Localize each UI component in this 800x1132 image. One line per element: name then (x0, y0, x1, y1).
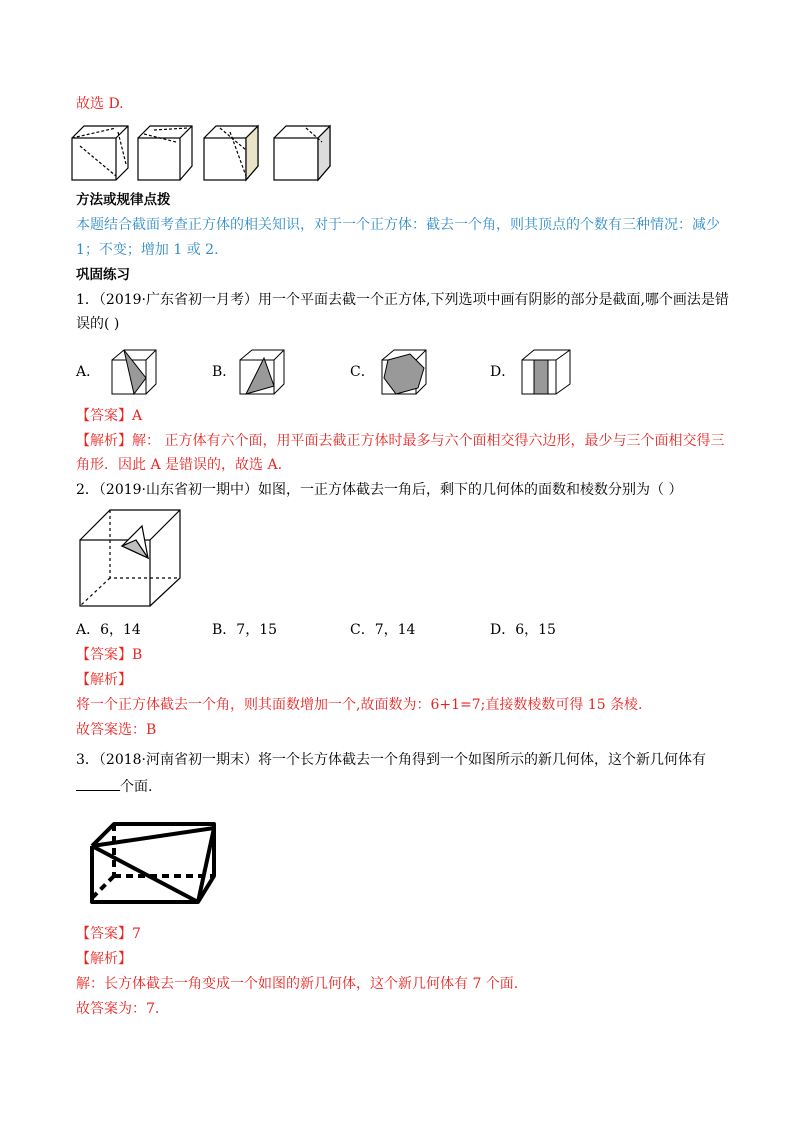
q1-analysis-text1: 解： 正方体有六个面，用平面去截正方体时最多与六个面相交得六边形，最少与三个面相交得三 (132, 433, 725, 449)
q1-analysis-line1 (76, 431, 724, 451)
q3-analysis-line1: 解：长方体截去一角变成一个如图的新几何体，这个新几何体有 7 个面. (76, 976, 519, 992)
q2-option-a: A．6，14 (76, 622, 141, 638)
q3-line1 (76, 750, 706, 770)
q1-number: 1． (76, 292, 99, 308)
q1-stem-line1: （2019·广东省初一月考）用一个平面去截一个正方体,下列选项中画有阴影的部分是截面,哪个画法是错 (98, 292, 729, 308)
q1-line1 (76, 290, 729, 310)
q2-option-d: D．6，15 (490, 622, 556, 638)
q1-answer-value: A (132, 408, 143, 424)
q2-line1 (76, 480, 682, 500)
q2-answer-value: B (132, 647, 143, 663)
q2-number: 2． (76, 482, 99, 498)
q1-option-a-label: A． (76, 364, 101, 380)
q1-option-c-figure (380, 348, 430, 396)
q3-analysis-line2: 故答案为：7. (76, 1001, 160, 1017)
intro-cube-figures (70, 120, 340, 184)
q3-number: 3． (76, 752, 99, 768)
q3-answer-tag: 【答案】 (76, 926, 132, 942)
q1-option-c-label: C． (350, 364, 375, 380)
q1-option-b-label: B． (212, 364, 237, 380)
q2-cube-figure (76, 506, 186, 610)
q2-analysis-line1: 将一个正方体截去一个角，则其面数增加一个,故面数为：6+1=7;直接数棱数可得 15 条棱. (76, 697, 643, 713)
q1-option-d-figure (520, 348, 574, 396)
method-text-line2: 1；不变；增加 1 或 2. (76, 242, 219, 258)
q3-answer (76, 924, 141, 944)
practice-heading: 巩固练习 (76, 267, 130, 283)
q1-analysis-line2: 角形．因此 A 是错误的，故选 A. (76, 457, 283, 473)
method-text-line1: 本题结合截面考查正方体的相关知识，对于一个正方体：截去一个角，则其顶点的个数有三种情况：减少 (76, 217, 720, 233)
q1-analysis-tag: 【解析】 (76, 433, 132, 449)
q1-option-d-label: D． (490, 364, 516, 380)
q1-answer-tag: 【答案】 (76, 408, 132, 424)
q3-line2 (76, 776, 152, 797)
q3-stem-suffix: 个面. (120, 779, 153, 795)
q3-analysis-tag: 【解析】 (76, 951, 132, 967)
method-heading: 方法或规律点拨 (76, 192, 171, 208)
q2-analysis-line2: 故答案选：B (76, 722, 157, 738)
q2-answer (76, 645, 142, 665)
intro-answer: 故选 D. (76, 96, 124, 112)
q2-answer-tag: 【答案】 (76, 647, 132, 663)
q2-option-c: C．7，14 (350, 622, 416, 638)
q3-answer-blank (76, 776, 120, 791)
q2-stem: （2019·山东省初一期中）如图，一正方体截去一角后，剩下的几何体的面数和棱数分别为（ ） (98, 482, 683, 498)
q1-answer (76, 406, 142, 426)
q1-option-a-figure (110, 348, 160, 396)
q2-analysis-tag: 【解析】 (76, 672, 132, 688)
q1-line2: 误的( ) (76, 316, 120, 332)
q2-option-b: B．7，15 (212, 622, 278, 638)
q3-answer-value: 7 (132, 926, 141, 942)
q3-cuboid-figure (86, 818, 220, 908)
q1-option-b-figure (238, 348, 288, 396)
q3-stem: （2018·河南省初一期末）将一个长方体截去一个角得到一个如图所示的新几何体，这个新几何体有 (98, 752, 706, 768)
